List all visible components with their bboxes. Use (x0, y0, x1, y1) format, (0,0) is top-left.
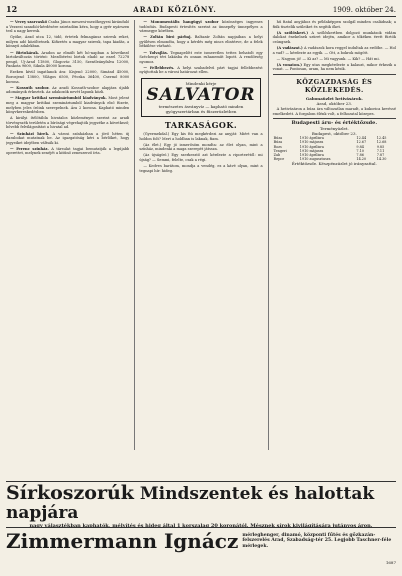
article-text: közönséges ingyenes tudósítás. Budapesti értesítés szerint az ünnepély ünnepélyes a vármegye körében. (139, 20, 263, 34)
article-paragraph (139, 51, 262, 65)
article-lead: (A vadászat.) (276, 45, 303, 50)
article-paragraph (6, 20, 129, 34)
ad2-name: Zimmermann Ignácz (6, 529, 239, 553)
article-lead: — Vevey szarvaskő (10, 20, 47, 24)
price-cell: Rozs (273, 144, 282, 149)
price-cell: 12.67 (356, 140, 367, 145)
price-cell: 1910 májusra (299, 140, 324, 145)
kozgazdasag-heading: KÖZGAZDASÁG ÉS KÖZLEKEDÉS. (296, 77, 373, 94)
budapest-heading: Budapesti áru- és értéktőzsde. (291, 120, 378, 127)
article-text: Most jelent meg a magyar kritikai szemináriumból kiadványok első füzete, melyben jeles íróink szerepelnek. Ára 2 korona. Kapható minden könyvkereskedésben. (6, 96, 130, 115)
article-paragraph (6, 147, 129, 156)
article-text: A városi színházban a jövő héten új darabokat mutatnak be. Az igazgatóság kéri a bérlőket, hogy jegyeiket idejében váltsák ki. (6, 131, 130, 145)
newspaper-title: ARADI KÖZLÖNY. (133, 5, 217, 14)
price-cell: 12.45 (376, 136, 387, 141)
price-cell: 14.30 (376, 157, 387, 162)
column-3 (268, 20, 396, 450)
price-cell: 1910 májusra (299, 148, 324, 153)
article-text: Ezeken kívül ingatlanok ára: Kisjenő 22000, Simánd 45000, Borosjenő 13800, Világos 6500, Pécska 36400, Csermő 8000 korona. (6, 70, 130, 84)
tarkasag-item: (Gyermekdal.) Egy kis fiú megkérdezi az anyját: Miért van a holdon folt? Mert a holdban is laknak, fiam. (139, 132, 263, 141)
article-paragraph (6, 132, 129, 146)
article-lead: — Színházi hírek. (10, 131, 50, 136)
price-cell: Repce (273, 157, 285, 162)
article-text: Csaba János meszesi-mezőhegyesi kiránduló a Vezzesi szandiói-kérdésére sziréadóm kéra, hogy a gyér nyárszen tesl a nagy keresk. (6, 20, 130, 34)
price-cell: 1910 áprilisra (299, 136, 324, 141)
zimmermann-advertisement (6, 527, 396, 552)
article-paragraph (273, 63, 396, 72)
kozgazdasag-text: A hetivásáron a búza ára változatlan maradt, a kukorica kevéssé emelkedett. A forgalom élénk volt, a felhozatal közepes. (272, 106, 396, 116)
article-lead: — Fellebbezés. (143, 65, 175, 70)
article-lead: — Birtokárak. (10, 50, 40, 55)
ad1-big-word: Sírkoszorúk (6, 482, 134, 504)
article-text: A szőlőskertben dolgozó munkások vidám dalokat énekelnek szüret idején, amikor a tőkéken érett fürtök csüngnek. (272, 30, 396, 44)
tarkasagok-heading: TARKASÁGOK. (164, 120, 238, 131)
salvator-sub: természetes ásványvíz — kapható minden gyógyszertárban és fűszerüzletben (158, 104, 244, 115)
ad1-line2: nagy választékban kaphatók, mélyítés és hideg által 1 korszalag 20 koronától. Mésznek sírok kivilágítására jutányos áron. (29, 523, 373, 529)
article-paragraph (139, 20, 262, 34)
price-cell: 7.86 (356, 152, 364, 157)
kozgazdasag-sub: Gabonaüzlet hetivásárok. (305, 95, 363, 101)
article-text: A társulat tagjai bemutatják a legújabb operettet, melynek zenéjét a kitűnő zeneszerző írta. (6, 146, 130, 156)
article-paragraph (6, 116, 129, 130)
page-header (6, 4, 396, 17)
article-lead: — Tolvajlás. (143, 50, 169, 55)
article-text: Egy utas megkérdezte a kalauzt, mikor érkezik a vonat. — Pontosan, uram, ha nem késik. (272, 62, 396, 72)
article-paragraph (139, 66, 262, 75)
tarkasag-item: — Kedves barátom, mondja a vendég, ez a kávé olyan, mint a tegnapi hír: hideg. (139, 164, 263, 173)
article-paragraph (6, 96, 129, 114)
article-text: A vadászok kora reggel indultak az erdőbe. — Hol a vad? — kérdezte az egyik. — Ott, a bokrok mögött. (272, 45, 396, 55)
sirkoszoruk-advertisement (6, 481, 396, 529)
price-cell: 12.44 (356, 136, 367, 141)
page-number: 12 (6, 4, 18, 14)
article-paragraph (139, 35, 262, 49)
salvator-brand: SALVATOR (146, 85, 256, 106)
tarkasag-item: (Az élet.) Egy jó ismerősöm mondta: az élet olyan, mint a színház, mindenki a maga szerepét játssza. (139, 142, 263, 152)
price-cell: 7.11 (376, 148, 385, 153)
article-text: Gyöke, Arad utca 12, tidő, értetek felmagánsz sziresk reket, milyen adó közöltetnek. Kifizetés a magyar sziresk, tapa kiadás, a könnyű adalekban. (6, 35, 130, 49)
price-cell: 1910 áprilisra (299, 152, 324, 157)
article-lead: — Magyar kritikai szemináriumból kiadványok. (10, 96, 107, 101)
article-lead: — Kossuth szobor. (10, 85, 50, 90)
article-text: A helyi szabadelvű párt tagjai fellebbezést nyújtottak be a városi határozat ellen. (139, 65, 263, 75)
article-text: Tegnapelőtt este ismeretlen tettes behatolt egy Széchenyi téri lakásba és onnan ruhaneműt lopott. A rendőrség nyomoz. (139, 50, 263, 64)
budapest-foot: Értéktőzsde. Készpénzüzlet jó irányzattal. (291, 161, 377, 167)
article-paragraph (273, 20, 396, 29)
article-text: — Nagyon jó! — Ki az? — Mi vagyunk. — Kik? — Hát mi. (276, 56, 380, 61)
article-paragraph (6, 86, 129, 95)
article-text: A királyi ítélőtábla hivatalos közleményei szerint az aradi törvényszék területén a bírósági végrehajtók jegyzéke a következő; bővebb felvilágosítást a hivatal ad. (6, 116, 130, 130)
price-cell: 7.10 (356, 148, 364, 153)
budapest-note: Budapest, október 23. (311, 131, 357, 137)
price-cell: Tengeri (273, 148, 287, 153)
price-cell: 7.87 (376, 152, 385, 157)
article-text: Az aradi Kossuth-szobor alapjára újabb adományok érkeztek. Az adakozók nevét lapunk közli. (6, 85, 130, 95)
column-1 (6, 20, 129, 450)
price-cell: Búza (273, 140, 283, 145)
kozgazdasag-place: Arad, október 23. (316, 100, 353, 106)
article-lead: (A vonaton.) (276, 62, 302, 67)
article-paragraph (273, 31, 396, 45)
price-cell: 9.85 (376, 144, 385, 149)
article-text: Aradon az elmúlt két hó-napban a következő birtokváltozás történt: Mezőbérési birtok eladó az ezzel 72278 pengő, Uj-Arad 11800, Glogovác 3150, Szentleányfalva 12000, Pankota 9600, Sikula 40000 korona. (6, 50, 130, 69)
article-paragraph (6, 51, 129, 69)
price-cell: 14.20 (356, 157, 367, 162)
article-paragraph (273, 57, 396, 62)
salvator-advertisement (141, 78, 260, 117)
ad1-big-rest: Mindszentek és halottak napjára (6, 484, 375, 523)
salvator-pre: Mindenki kérje (185, 81, 217, 87)
budapest-sub: Terményüzlet. (319, 126, 349, 132)
article-text: hű fiatal anyjához és példaképpen szolgál minden családnak; a fiúk tisztelik szüleiket és segítik őket. (272, 20, 396, 29)
column-2 (134, 20, 262, 450)
price-table (273, 136, 396, 161)
article-columns (6, 20, 396, 450)
article-paragraph (6, 35, 129, 49)
price-cell: 1910 áprilisra (299, 144, 324, 149)
article-lead: — Monumentális hangügyi szobor (143, 20, 219, 24)
tarkasag-item: (Az újságíró.) Egy szerkesztő azt kérdezte a riporterétől: mi újság? — Semmi, felelte, csak a régi. (139, 153, 263, 162)
issue-date: 1909. október 24. (332, 6, 396, 14)
article-lead: (A szőlőskert.) (276, 30, 309, 35)
price-cell: Búza (273, 136, 283, 141)
price-cell: 9.84 (356, 144, 364, 149)
article-paragraph (273, 46, 396, 55)
article-text: Baltazár Zoltán napjaiban a helyi gyűlésen elmondta, hogy a kérdés még nincs elintézve, de a felek békülése várható. (139, 35, 263, 49)
price-cell: Zab (273, 152, 281, 157)
article-paragraph (6, 70, 129, 84)
article-lead: — Zoltán bíró párbaj. (143, 35, 192, 40)
footer-code: 1687 (385, 560, 396, 565)
price-cell: 12.68 (376, 140, 387, 145)
ad2-desc: mérleghenger, dinamó, központi fűtés és gőzkazán-felszerelés Arad, Szabadság-tér 25. Legjobb Taschner-féle mérlegek. (242, 532, 392, 549)
price-cell: 1910 augusztusra (299, 157, 331, 162)
article-lead: — Ferenc szinház. (10, 146, 49, 151)
